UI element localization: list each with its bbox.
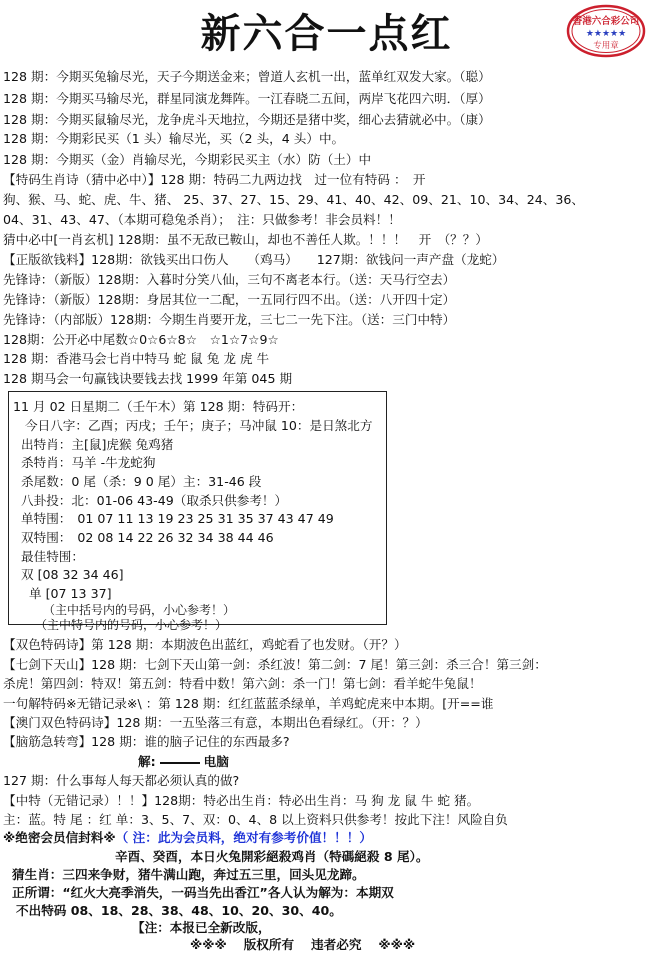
text-line: 先锋诗：（新版）128期：入暮时分笑八仙，三句不离老本行。（送：天马行空去） [3,272,456,287]
text-line: 【中特（无错记录）！！】128期：特必出生肖：特必出生肖：马 狗 龙 鼠 牛 蛇 猪。 [3,793,480,808]
text-line: 【澳门双色特码诗】128 期：一五坠落三有意，本期出色看绿红。（开：？） [3,715,428,730]
page-title: 新六合一点红 [200,10,453,57]
text-line: 猜中必中[一肖玄机] 128期：虽不无敌已鞍山，却也不善任人欺。！！！ 开 （？？） [3,232,488,247]
box-label: 单特围： [21,511,72,526]
box-value: 02 08 14 22 26 32 34 38 44 46 [77,530,274,545]
box-line: 杀尾数：0 尾（杀：9 0 尾）主：31-46 段 [21,474,262,489]
member-note: （ 注：此为会员料，绝对有参考价值！！！） [115,830,372,845]
text-line: 128 期：今期买鼠输尽光，龙争虎斗天地拉，今期还是猪中奖，细心去猜就必中。（康） [3,112,491,127]
text-line: 【双色特码诗】第 128 期：本期波色出蓝红，鸡蛇看了也发财。（开？） [3,637,407,652]
box-line [21,529,274,546]
text-line: 128 期：今期彩民买（1 头）输尽光，买（2 头，4 头）中。 [3,131,345,146]
text-line: 128 期马会一句赢钱诀要钱去找 1999 年第 045 期 [3,371,293,386]
seal-stars: ★★★★★ [585,29,627,39]
text-line: 128 期：香港马会七肖中特马 蛇 鼠 兔 龙 虎 牛 [3,351,270,366]
text-line: 128 期：今期买（金）肖输尽光，今期彩民买主（水）防（土）中 [3,152,372,167]
text-line: 辛酉、癸酉，本日火兔開彩絕殺鸡肖（特碼絕殺 8 尾）。 [115,849,429,864]
text-line: 狗、猴、马、蛇、虎、牛、猪、 25、37、27、15、29、41、40、42、09、21、10、34、24、36、 [3,192,584,207]
text-line: 不出特码 08、18、28、38、48、10、20、30、40。 [16,903,342,918]
text-line: 正所谓：“红火大亮季消失，一码当先出香江”各人认为解为：本期双 [12,885,394,900]
box-value: 01 07 11 13 19 23 25 31 35 37 43 47 49 [77,511,334,526]
box-line: 今日八字：乙酉；丙戌；壬午；庚子；马冲鼠 10：是日煞北方 [25,418,373,433]
box-line: 双 [08 32 34 46] [21,567,124,582]
text-line: 128 期：今期买兔输尽光，天子今期送金来；曾道人玄机一出，蓝单红双发大家。（聪） [3,69,491,84]
seal-top-text: 香港六合彩公司 [572,16,640,27]
seal-stamp [565,2,647,60]
member-title: ※绝密会员信封料※ [3,830,116,845]
box-line: 11 月 02 日星期二（壬午木）第 128 期：特码开： [13,399,304,414]
text-line: 【正版欲钱料】128期：欲钱买出口伤人 （鸡马） 127期：欲钱问一声产盘（龙蛇） [3,252,505,267]
box-line: 最佳特围： [21,549,84,564]
text-line: 127 期：什么事每人每天都必须认真的做? [3,773,240,788]
text-line: 先锋诗：（新版）128期：身居其位一二配，一五同行四不出。（送：八开四十定） [3,292,456,307]
box-line: （主中特号内的号码，小心参考！） [35,618,228,632]
text-line: 主：蓝。特 尾 ：红 单：3、5、7、双：0、4、8 以上资料只供参考！按此下注！风险自负 [3,812,508,827]
special-code-box [8,391,387,632]
text-line: 先锋诗：（内部版）128期：今期生肖要开龙，三七二一先下注。（送：三门中特） [3,312,456,327]
text-line: 【脑筋急转弯】128 期：谁的脑子记住的东西最多? [3,734,290,749]
text-line: 一句解特码※无错记录※\ ：第 128 期：红红蓝蓝杀绿单，羊鸡蛇虎来中本期。[开==谁 [3,696,494,711]
text-line [3,829,650,846]
box-line: 杀特肖：马羊 -牛龙蛇狗 [21,455,156,470]
box-label: 双特围： [21,530,72,545]
riddle-answer: 解: 电脑 [138,754,229,769]
text-line: 【特码生肖诗（猜中必中）】128 期：特码二九两边找 过一位有特码 ： 开 [3,172,426,187]
seal-bottom-text: 专用章 [593,41,619,51]
box-line: （主中括号内的号码，小心参考！） [43,603,236,617]
text-line: 04、31、43、47、（本期可稳兔杀肖）； 注：只做参考！非会员料！！ [3,212,401,227]
box-line: 出特肖：主[鼠]虎猴 兔鸡猪 [21,437,174,452]
text-line: 【七剑下天山】128 期：七剑下天山第一剑：杀红波！第二剑：7 尾！第三剑：杀三合！第三剑： [3,657,547,672]
box-line [21,510,334,527]
text-line: 128期：公开必中尾数☆0☆6☆8☆ ☆1☆7☆9☆ [3,332,279,347]
text-line: 128 期：今期买马输尽光，群星同演龙舞阵。一江春晓二五间，两岸飞花四六明．（厚） [3,91,491,106]
text-line: 杀虎！第四剑：特双！第五剑：特看中数！第六剑：杀一门！第七剑：看羊蛇牛兔鼠！ [3,676,482,691]
text-line: 【注：本报已全新改版， [132,920,271,935]
copyright-line: ※※※ 版权所有 违者必究 ※※※ [190,937,416,952]
box-line: 单 [07 13 37] [29,586,112,601]
text-line: 猜生肖：三四来争财，猪牛满山跑，奔过五三里，回头见龙蹄。 [12,867,365,882]
box-line: 八卦投：北：01-06 43-49（取杀只供参考！） [21,493,288,508]
